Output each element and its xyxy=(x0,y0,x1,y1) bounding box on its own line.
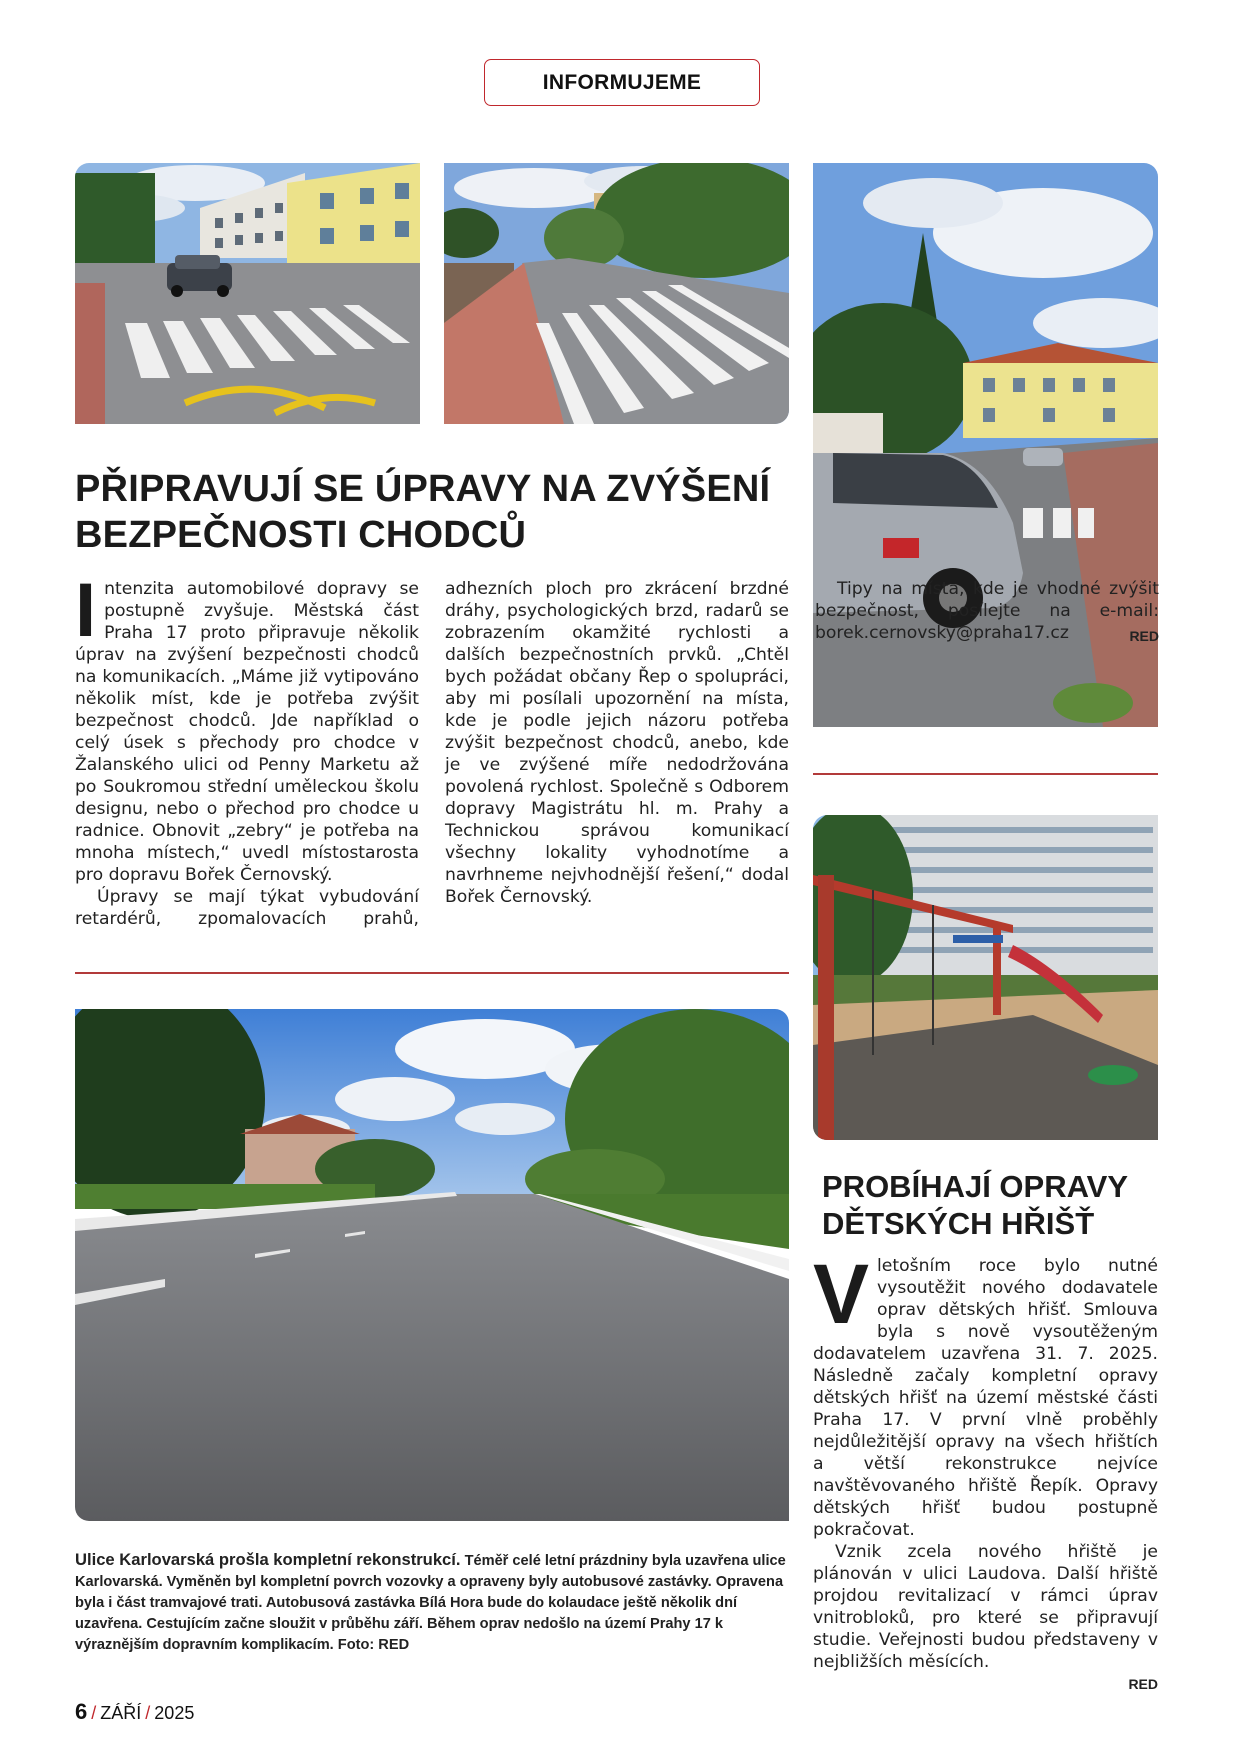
page-number: 6 xyxy=(75,1699,88,1724)
section-tag: INFORMUJEME xyxy=(484,59,760,106)
issue-year: 2025 xyxy=(154,1703,195,1723)
article2-dropcap: V xyxy=(813,1247,870,1341)
article2-signature: RED xyxy=(1128,1676,1158,1692)
article2-headline: PROBÍHAJÍ OPRAVY DĚTSKÝCH HŘIŠŤ xyxy=(822,1169,1128,1241)
photo-caption xyxy=(75,1549,795,1656)
article1-headline: PŘIPRAVUJÍ SE ÚPRAVY NA ZVÝŠENÍ BEZPEČNOSTI CHODCŮ xyxy=(75,468,771,556)
photo-karlovarska-road xyxy=(75,1009,789,1521)
article1-tip-text: Tipy na místa, kde je vhodné zvýšit bezpečnost, posílejte na e-mail: xyxy=(815,579,1159,621)
photo-crosswalk-street xyxy=(75,163,420,424)
caption-lead: Ulice Karlovarská prošla kompletní rekonstrukcí. xyxy=(75,1550,461,1569)
article1-body xyxy=(75,568,1159,933)
article1-paragraph: ntenzita automobilové dopravy se postupně zvyšuje. Městská část Praha 17 proto připravuje několik úprav na zvýšení bezpečnosti chodců na komunikacích. „Máme již vytipováno několik míst, kde je potřeba zvýšit bezpečnost chodců. Jde například o celý úsek s přechody pro chodce v Žalanského ulici od Penny Marketu až po Soukromou střední uměleckou školu designu, nebo o přechod pro chodce u radnice. Obnovit „zebry“ je potřeba na mnoha místech,“ uvedl místostarosta pro dopravu Bořek Černovský. xyxy=(75,579,419,885)
caption-text: Téměř celé letní prázdniny byla uzavřena ulice Karlovarská. Vyměněn byl kompletní povrch vozovky a opraveny byly autobusové zastávky. Opravena byla i část tramvajové trati. Autobusová zastávka Bílá Hora bude do kolaudace ještě několik dní uzavřena. Cestujícím začne sloužit v průběhu září. Během oprav nedošlo na území Prahy 17 k výraznějším dopravním komplikacím. Foto: RED xyxy=(75,1553,786,1653)
article1-signature: RED xyxy=(1129,628,1159,644)
article1-paragraph: Úpravy se mají týkat vybudování retardérů, zpomalovacích prahů, adhezních ploch pro zkrácení brzdné dráhy, psychologických brzd, radarů se zobrazením okamžité rychlosti a dalších bezpečnostních prvků. „Chtěl bych požádat občany Řep o spolupráci, aby mi posílali upozornění na místa, kde je podle jejich názoru potřeba zvýšit bezpečnost chodců, anebo, kde je ve zvýšené míře nedodržována povolená rychlost. Společně s Odborem dopravy Magistrátu hl. m. Prahy a Technickou správou komunikací všechny lokality vyhodnotíme a navrhneme nejvhodnější řešení,“ dodal Bořek Černovský. xyxy=(75,579,789,929)
page-folio: 6 / ZÁŘÍ / 2025 xyxy=(75,1699,195,1724)
article2-body xyxy=(813,1247,1158,1695)
divider-line xyxy=(813,773,1158,775)
article2-paragraph: Vznik zcela nového hřiště je plánován v ulici Laudova. Další hřiště projdou revitalizací v rámci úprav vnitrobloků, pro které se připravují studie. Veřejnosti budou představeny v nejbližších měsících. xyxy=(813,1542,1158,1672)
article1-paragraph xyxy=(815,578,1159,644)
email-link[interactable]: borek.cernovsky@praha17.cz xyxy=(815,623,1069,643)
photo-zebra-crossing xyxy=(444,163,789,424)
article1-dropcap: I xyxy=(75,568,97,653)
divider-line xyxy=(75,972,789,974)
article2-paragraph: letošním roce bylo nutné vysoutěžit nového dodavatele oprav dětských hřišť. Smlouva byla s nově vysoutěženým dodavatelem uzavřena 31. 7. 2025. Následně začaly kompletní opravy dětských hřišť na území městské části Praha 17. V první vlně proběhly nejdůležitější opravy na všech hřištích a větší rekonstrukce nejvíce navštěvovaného hřiště Řepík. Opravy dětských hřišť budou postupně pokračovat. xyxy=(813,1256,1158,1540)
photo-playground xyxy=(813,815,1158,1140)
issue-month: ZÁŘÍ xyxy=(100,1703,142,1723)
